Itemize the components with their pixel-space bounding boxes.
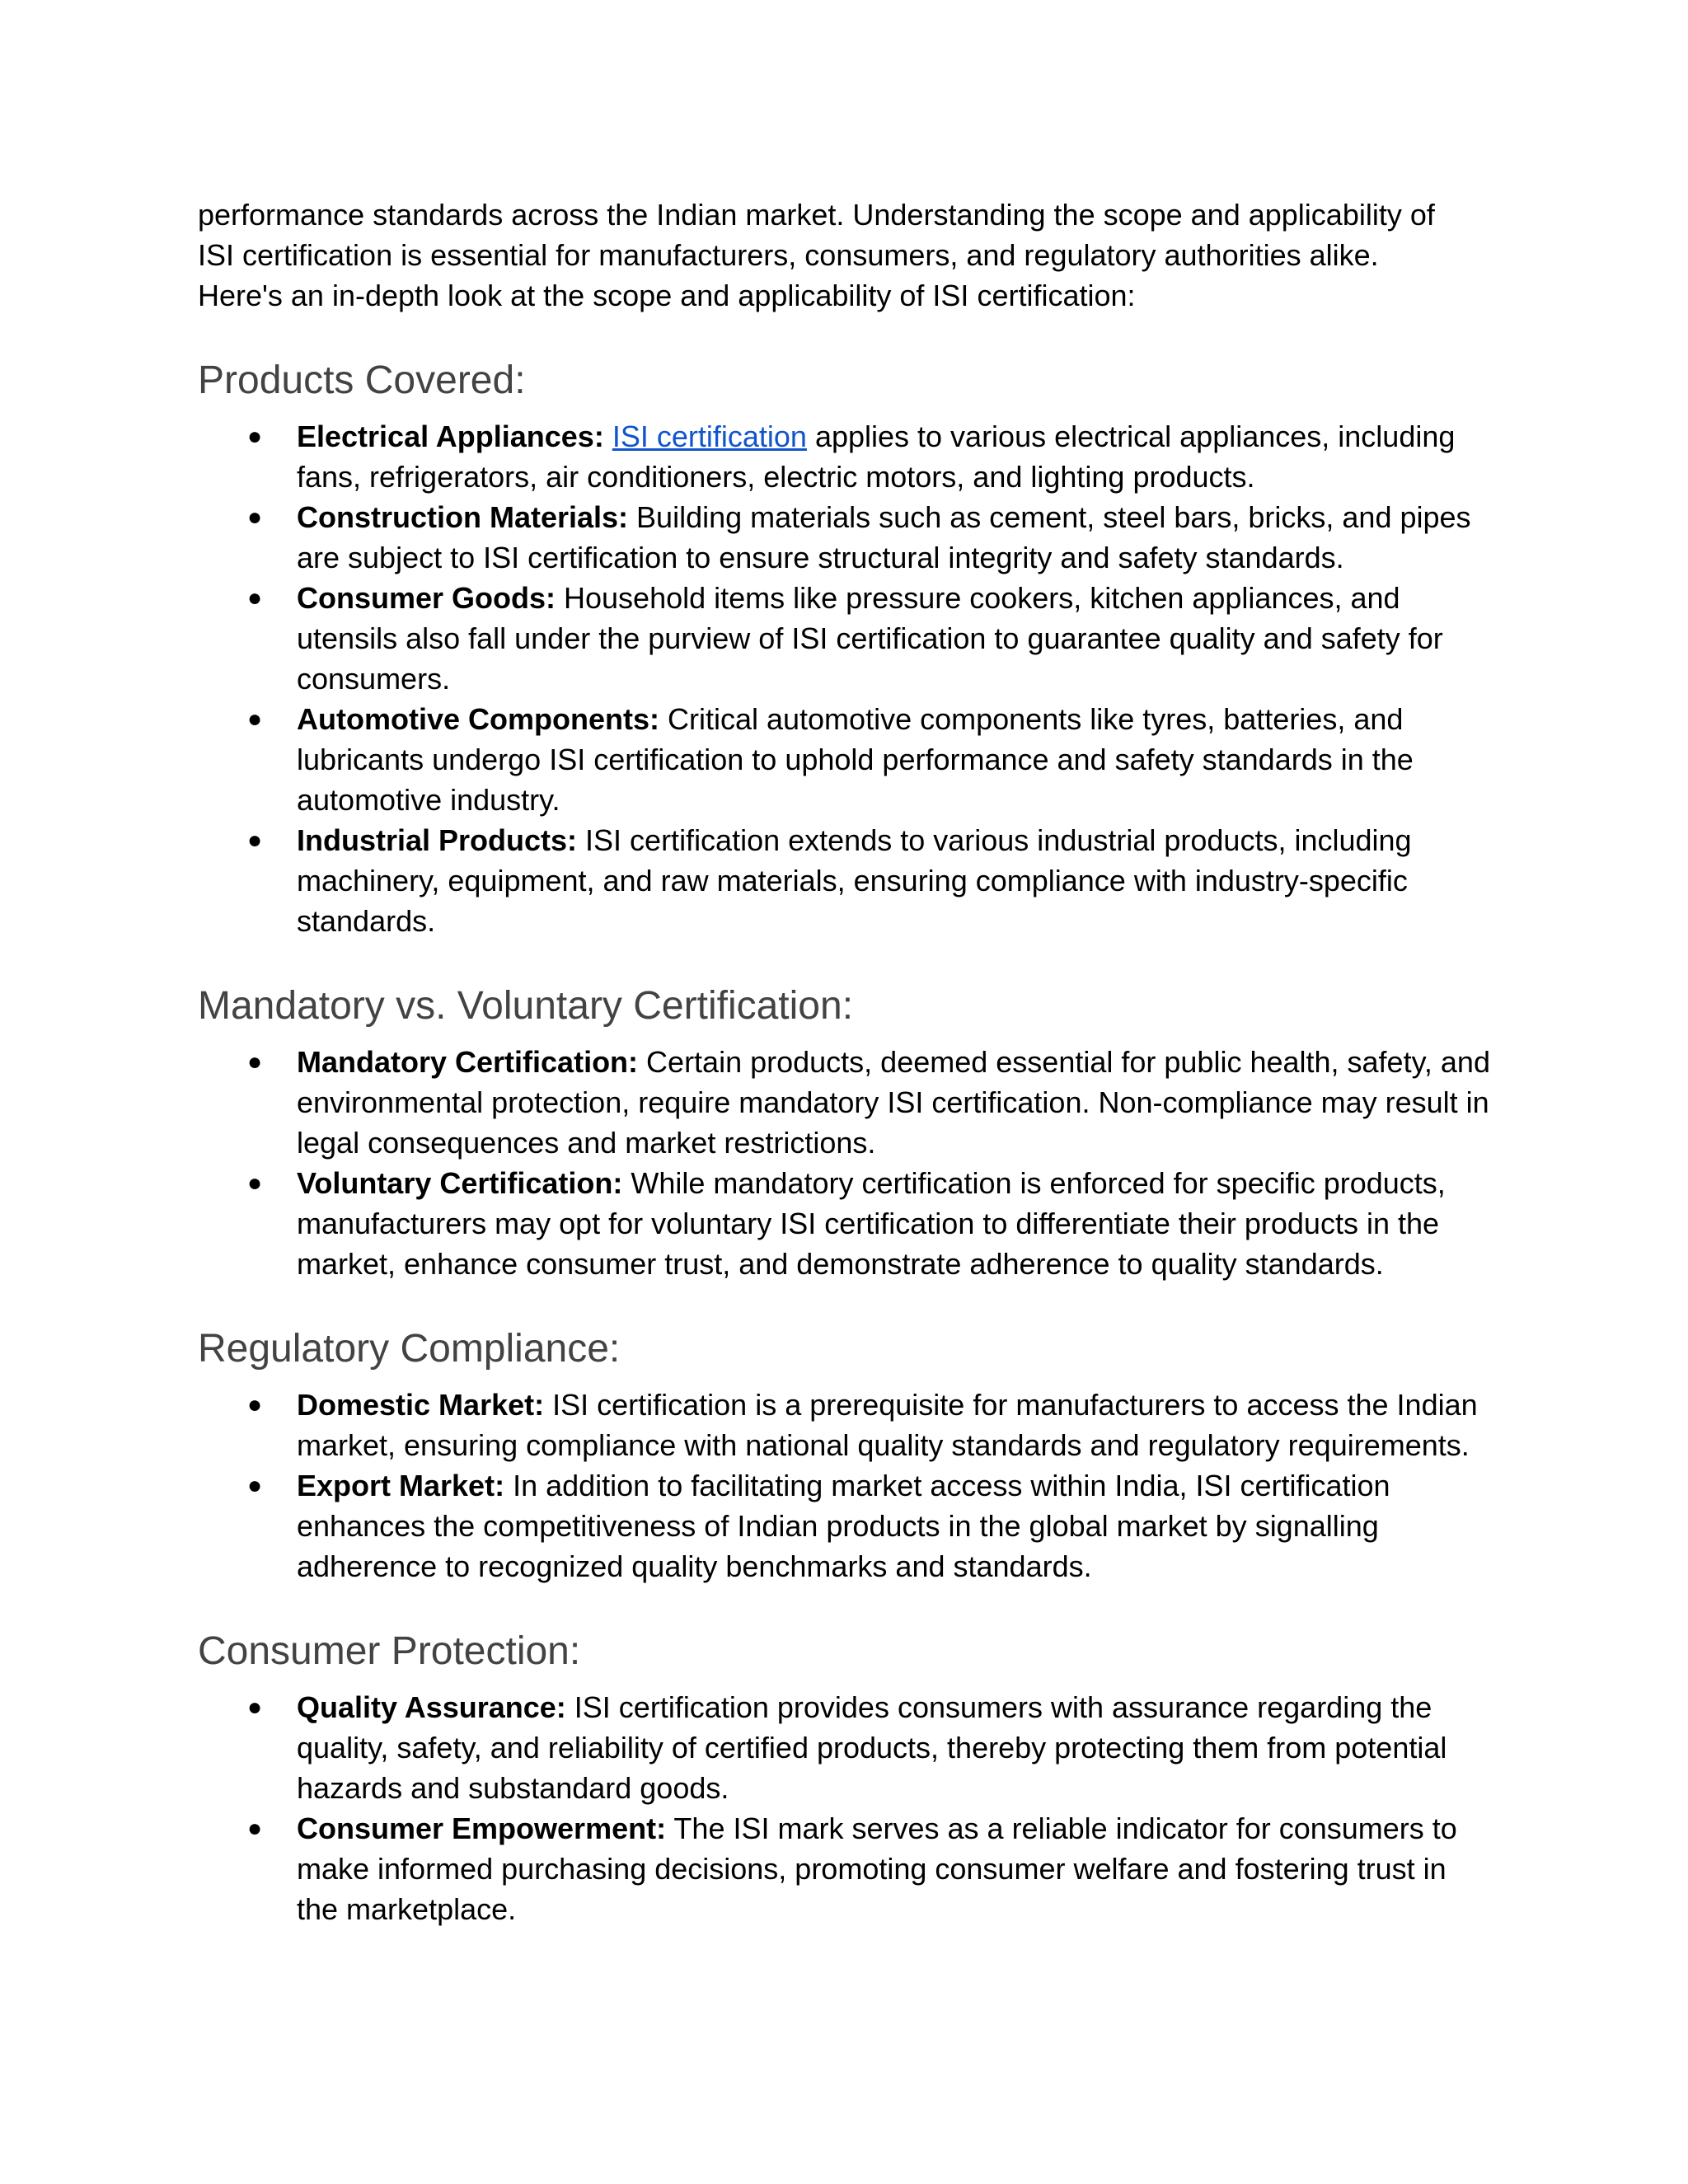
list-item: [198, 820, 1492, 941]
item-text: Certain products, deemed essential for public health, safety, and environmental protection, require mandatory ISI certification. Non-compliance may result in legal consequences and market restrictions.: [297, 1045, 1490, 1160]
section-regulatory-compliance: [198, 1324, 1492, 1586]
item-label: Export Market:: [297, 1469, 505, 1502]
item-label: Electrical Appliances:: [297, 419, 604, 453]
bullet-icon: ●: [247, 423, 263, 450]
bullet-list: [198, 1042, 1492, 1284]
item-text: ISI certification extends to various industrial products, including machinery, equipment, and raw materials, ensuring compliance with industry-specific standards.: [297, 823, 1412, 938]
bullet-icon: ●: [247, 1391, 263, 1418]
list-item: [198, 1042, 1492, 1163]
section-mandatory-vs-voluntary: [198, 981, 1492, 1284]
section-heading: Regulatory Compliance:: [198, 1327, 621, 1371]
item-text: While mandatory certification is enforced for specific products, manufacturers may opt for voluntary ISI certification to differentiate their products in the market, enhance consumer trust, and demonstrate adherence to quality standards.: [297, 1166, 1446, 1281]
list-item: [198, 416, 1492, 497]
document-page: [198, 194, 1492, 1929]
bullet-icon: ●: [247, 1694, 263, 1721]
list-item: [198, 1385, 1492, 1465]
bullet-icon: ●: [247, 1169, 263, 1197]
bullet-list: [198, 416, 1492, 941]
item-label: Industrial Products:: [297, 823, 578, 857]
list-item: [198, 578, 1492, 699]
bullet-icon: ●: [247, 1472, 263, 1499]
bullet-icon: ●: [247, 1048, 263, 1076]
item-text: applies to various electrical appliances, including fans, refrigerators, air conditioners, electric motors, and lighting products.: [297, 419, 1456, 494]
item-text: Household items like pressure cookers, kitchen appliances, and utensils also fall under the purview of ISI certification to guarantee quality and safety for consumers.: [297, 581, 1443, 696]
section-heading: Mandatory vs. Voluntary Certification:: [198, 984, 854, 1028]
item-label: Consumer Goods:: [297, 581, 556, 615]
list-item: [198, 1808, 1492, 1929]
bullet-icon: ●: [247, 504, 263, 531]
item-label: Consumer Empowerment:: [297, 1811, 667, 1845]
isi-certification-link[interactable]: ISI certification: [612, 419, 807, 453]
item-text: ISI certification is a prerequisite for manufacturers to access the Indian market, ensuring compliance with national quality standards and regulatory requirements.: [297, 1388, 1478, 1462]
list-item: [198, 1163, 1492, 1284]
bullet-icon: ●: [247, 705, 263, 733]
bullet-list: [198, 1385, 1492, 1586]
section-heading: Consumer Protection:: [198, 1629, 581, 1673]
item-text: Building materials such as cement, steel bars, bricks, and pipes are subject to ISI certification to ensure structural integrity and safety standards.: [297, 500, 1471, 574]
list-item: [198, 497, 1492, 578]
item-text: The ISI mark serves as a reliable indicator for consumers to make informed purchasing decisions, promoting consumer welfare and fostering trust in the marketplace.: [297, 1811, 1457, 1926]
list-item: [198, 1465, 1492, 1586]
section-consumer-protection: [198, 1626, 1492, 1929]
item-label: Voluntary Certification:: [297, 1166, 623, 1200]
item-label: Domestic Market:: [297, 1388, 545, 1422]
item-text: ISI certification provides consumers with assurance regarding the quality, safety, and reliability of certified products, thereby protecting them from potential hazards and substandard goods.: [297, 1690, 1447, 1805]
bullet-icon: ●: [247, 584, 263, 612]
list-item: [198, 1687, 1492, 1808]
intro-line: performance standards across the Indian market. Understanding the scope and applicability of: [198, 198, 1435, 232]
intro-line: ISI certification is essential for manufacturers, consumers, and regulatory authorities alike.: [198, 238, 1379, 272]
item-label: Mandatory Certification:: [297, 1045, 639, 1079]
section-heading: Products Covered:: [198, 359, 526, 402]
list-item: [198, 699, 1492, 820]
item-label: Automotive Components:: [297, 702, 659, 736]
bullet-list: [198, 1687, 1492, 1929]
intro-line: Here's an in-depth look at the scope and applicability of ISI certification:: [198, 279, 1136, 312]
intro-paragraph: [198, 194, 1492, 316]
item-label: Quality Assurance:: [297, 1690, 566, 1724]
bullet-icon: ●: [247, 1815, 263, 1842]
section-products-covered: [198, 355, 1492, 941]
item-label: Construction Materials:: [297, 500, 629, 534]
item-text: Critical automotive components like tyres, batteries, and lubricants undergo ISI certification to uphold performance and safety standards in the automotive industry.: [297, 702, 1414, 817]
item-text: In addition to facilitating market access within India, ISI certification enhances the competitiveness of Indian products in the global market by signalling adherence to recognized quality benchmarks and standards.: [297, 1469, 1390, 1583]
bullet-icon: ●: [247, 827, 263, 854]
